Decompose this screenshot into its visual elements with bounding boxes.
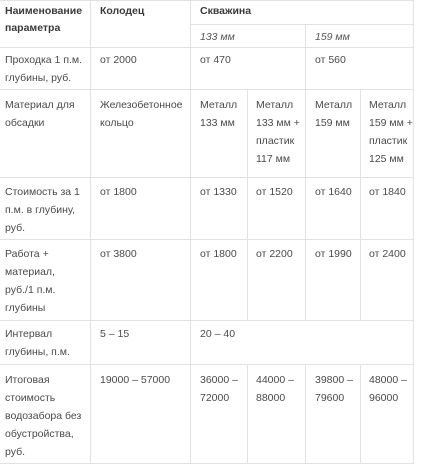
column-divider: [190, 0, 191, 464]
interval-borehole: 20 – 40: [200, 328, 236, 340]
row-divider: [0, 89, 413, 90]
drilling-133: от 470: [200, 54, 231, 66]
column-divider: [247, 89, 248, 320]
total-metal-159: 39800 – 79600: [315, 374, 353, 404]
work-label: Работа + материал, руб./1 п.м. глубины: [5, 248, 56, 314]
header-diameter-133: 133 мм: [200, 31, 235, 43]
casing-metal-159: Металл 159 мм: [315, 99, 353, 129]
casing-label: Материал для обсадки: [5, 99, 75, 129]
row-divider: [0, 320, 413, 321]
header-well: Колодец: [100, 5, 145, 17]
row-divider: [0, 0, 413, 1]
interval-well: 5 – 15: [100, 328, 130, 340]
work-well: от 3800: [100, 248, 137, 260]
header-diameter-159: 159 мм: [315, 31, 350, 43]
cost-metal-159: от 1640: [315, 186, 352, 198]
cost-metal-plastic-133: от 1520: [256, 186, 293, 198]
casing-well: Железобетонное кольцо: [100, 99, 183, 129]
work-metal-plastic-133: от 2200: [256, 248, 293, 260]
column-divider: [360, 364, 361, 464]
interval-label: Интервал глубины, п.м.: [5, 328, 70, 358]
column-divider: [90, 0, 91, 464]
row-divider: [0, 239, 413, 240]
total-metal-plastic-133: 44000 – 88000: [256, 374, 294, 404]
total-well: 19000 – 57000: [100, 374, 171, 386]
row-divider: [0, 47, 413, 48]
column-divider: [247, 364, 248, 464]
cost-metal-plastic-159: от 1840: [369, 186, 406, 198]
casing-metal-133: Металл 133 мм: [200, 99, 238, 129]
row-divider: [0, 177, 413, 178]
total-metal-plastic-159: 48000 – 96000: [369, 374, 407, 404]
drilling-well: от 2000: [100, 54, 137, 66]
header-param: Наименование параметра: [5, 5, 83, 34]
work-metal-plastic-159: от 2400: [369, 248, 406, 260]
casing-metal-plastic-159: Металл 159 мм + пластик 125 мм: [369, 99, 413, 165]
total-metal-133: 36000 – 72000: [200, 374, 238, 404]
row-divider: [190, 24, 413, 25]
cost-well: от 1800: [100, 186, 137, 198]
row-divider: [0, 364, 413, 365]
column-divider: [305, 364, 306, 464]
cost-label: Стоимость за 1 п.м. в глубину, руб.: [5, 186, 80, 234]
header-borehole: Скважина: [200, 5, 252, 17]
work-metal-159: от 1990: [315, 248, 352, 260]
column-divider: [360, 89, 361, 320]
work-metal-133: от 1800: [200, 248, 237, 260]
total-label: Итоговая стоимость водозабора без обустройства, руб.: [5, 374, 82, 458]
column-divider: [413, 0, 414, 464]
drilling-label: Проходка 1 п.м. глубины, руб.: [5, 54, 83, 84]
cost-metal-133: от 1330: [200, 186, 237, 198]
column-divider: [305, 24, 306, 320]
drilling-159: от 560: [315, 54, 346, 66]
casing-metal-plastic-133: Металл 133 мм + пластик 117 мм: [256, 99, 300, 165]
